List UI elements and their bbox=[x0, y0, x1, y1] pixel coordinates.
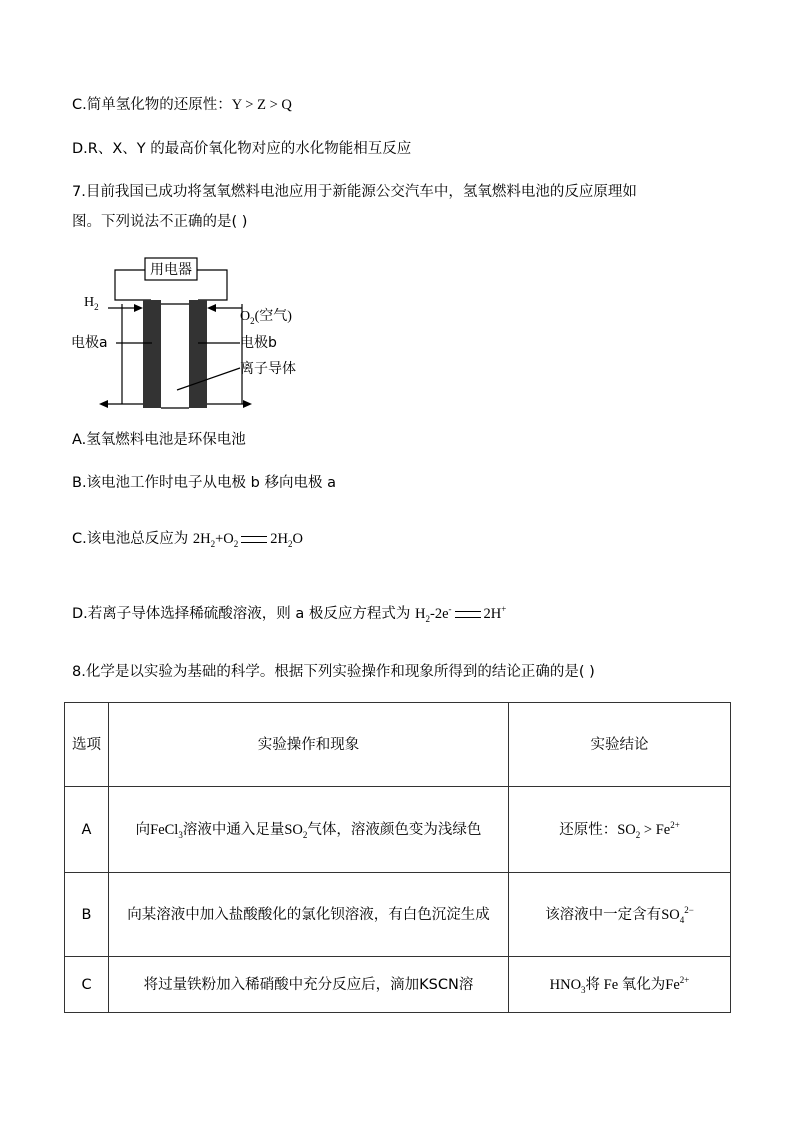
q7-stem-line1: 7.目前我国已成功将氢氧燃料电池应用于新能源公交汽车中，氢氧燃料电池的反应原理如 bbox=[72, 184, 637, 200]
electrode-a-bar bbox=[143, 300, 161, 408]
q7-stem-line2: 图。下列说法不正确的是( ) bbox=[72, 214, 248, 230]
table-row bbox=[65, 873, 731, 957]
o2-label: $O_2$(空气) bbox=[240, 309, 292, 326]
q7-option-b: B.该电池工作时电子从电极 b 移向电极 a bbox=[72, 475, 336, 491]
q7-option-a: A.氢氧燃料电池是环保电池 bbox=[72, 432, 246, 448]
electrode-b-label: 电极b bbox=[240, 335, 277, 351]
q7-option-d: D.若离子导体选择稀硫酸溶液，则 a 极反应方程式为 $H_2-2e^-$ 2H+ bbox=[72, 604, 507, 624]
conductor-label: 离子导体 bbox=[240, 361, 296, 377]
h2-label: $H_2$ bbox=[84, 295, 99, 312]
row-operation: 向FeCl$_3$溶液中通入足量$SO_2$气体，溶液颜色变为浅绿色 bbox=[109, 787, 509, 873]
row-conclusion: 该溶液中一定含有$SO_4^{2-}$ bbox=[509, 873, 731, 957]
electrode-b-bar bbox=[189, 300, 207, 408]
q8-stem: 8.化学是以实验为基础的科学。根据下列实验操作和现象所得到的结论正确的是( ) bbox=[72, 664, 595, 680]
table-row bbox=[65, 957, 731, 1013]
fuel-cell-diagram bbox=[64, 254, 314, 414]
row-option: C bbox=[65, 957, 109, 1013]
total-reaction-equation: $2H_2+O_2$ $2H_2O$ bbox=[192, 531, 303, 549]
q6-option-d: D.R、X、Y 的最高价氧化物对应的水化物能相互反应 bbox=[72, 141, 412, 157]
experiment-table bbox=[64, 702, 731, 1013]
row-operation: 将过量铁粉加入稀硝酸中充分反应后，滴加KSCN溶 bbox=[109, 957, 509, 1013]
header-operation: 实验操作和现象 bbox=[109, 703, 509, 787]
hydride-order: Y > Z > Q bbox=[231, 97, 292, 113]
table-row bbox=[65, 787, 731, 873]
circuit-wire-right bbox=[197, 270, 227, 300]
header-option: 选项 bbox=[65, 703, 109, 787]
header-conclusion: 实验结论 bbox=[509, 703, 731, 787]
row-option: A bbox=[65, 787, 109, 873]
table-header-row bbox=[65, 703, 731, 787]
q7-option-c: C.该电池总反应为 $2H_2+O_2$ $2H_2O$ bbox=[72, 531, 303, 549]
device-label: 用电器 bbox=[150, 262, 192, 278]
electrode-a-equation: $H_2-2e^-$ 2H+ bbox=[415, 604, 507, 624]
electrode-a-label: 电极a bbox=[71, 335, 108, 351]
q6-option-c: C.简单氢化物的还原性：Y > Z > Q bbox=[72, 97, 292, 113]
row-operation: 向某溶液中加入盐酸酸化的氯化钡溶液，有白色沉淀生成 bbox=[109, 873, 509, 957]
row-conclusion: 还原性：$SO_2 > Fe^{2+}$ bbox=[509, 787, 731, 873]
row-option: B bbox=[65, 873, 109, 957]
row-conclusion: $HNO_3$将 Fe 氧化为$Fe^{2+}$ bbox=[509, 957, 731, 1013]
